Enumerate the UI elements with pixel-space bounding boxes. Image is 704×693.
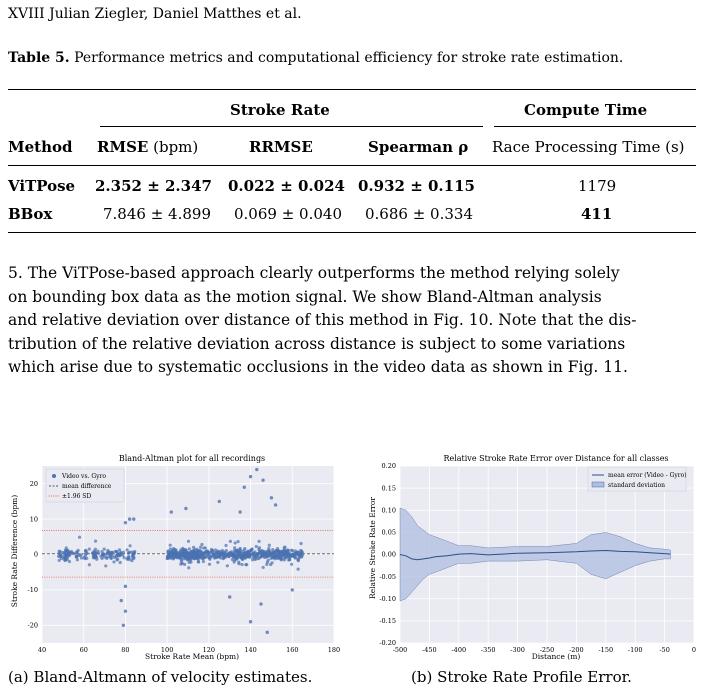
x-tick-label: 100 xyxy=(160,646,174,654)
data-point xyxy=(268,544,271,547)
data-point xyxy=(175,553,178,556)
data-point xyxy=(290,563,293,566)
data-point xyxy=(88,547,91,550)
table-caption-label: Table 5. xyxy=(8,50,70,66)
x-axis-label: Distance (m) xyxy=(531,652,581,661)
data-point xyxy=(67,550,70,553)
x-tick-label: -200 xyxy=(569,646,584,654)
data-point xyxy=(250,548,253,551)
data-point xyxy=(200,543,203,546)
data-point xyxy=(299,549,302,552)
figure-a-caption: (a) Bland-Altmann of velocity estimates. xyxy=(8,668,313,686)
data-point xyxy=(221,557,224,560)
row-rmse: 7.846 ± 4.899 xyxy=(103,205,211,223)
data-point xyxy=(192,546,195,549)
x-tick-label: -150 xyxy=(598,646,614,654)
data-point xyxy=(116,558,119,561)
data-point xyxy=(218,500,221,503)
data-point xyxy=(216,561,219,564)
data-point xyxy=(274,503,277,506)
data-point xyxy=(127,552,130,555)
data-point xyxy=(187,566,190,569)
data-point xyxy=(63,556,66,559)
x-tick-label: 80 xyxy=(121,646,130,654)
chart-title: Bland-Altman plot for all recordings xyxy=(118,454,266,463)
column-rrmse: RRMSE xyxy=(249,138,313,156)
y-tick-label: -10 xyxy=(27,586,38,595)
data-point xyxy=(237,561,240,564)
paragraph-line: and relative deviation over distance of this method in Fig. 10. Note that the dis- xyxy=(8,311,637,329)
row-spearman: 0.686 ± 0.334 xyxy=(365,205,473,223)
data-point xyxy=(207,551,210,554)
data-point xyxy=(278,556,281,559)
paragraph-line: 5. The ViTPose-based approach clearly outperforms the method relying solely xyxy=(8,264,620,282)
data-point xyxy=(256,553,259,556)
paragraph-line: which arise due to systematic occlusions in the video data as shown in Fig. 11. xyxy=(8,358,628,376)
row-time: 411 xyxy=(581,205,613,223)
data-point xyxy=(61,551,64,554)
data-point xyxy=(243,547,246,550)
data-point xyxy=(197,550,200,553)
data-point xyxy=(296,558,299,561)
data-point xyxy=(286,551,289,554)
y-tick-label: 10 xyxy=(29,515,38,524)
data-point xyxy=(261,550,264,553)
data-point xyxy=(244,557,247,560)
table-top-rule xyxy=(8,89,696,90)
data-point xyxy=(238,553,241,556)
data-point xyxy=(88,563,91,566)
x-tick-label: -50 xyxy=(659,646,670,654)
data-point xyxy=(71,552,74,555)
data-point xyxy=(297,567,300,570)
data-point xyxy=(124,585,127,588)
data-point xyxy=(199,546,202,549)
data-point xyxy=(269,557,272,560)
data-point xyxy=(197,560,200,563)
legend xyxy=(46,469,124,502)
group-rule-stroke-rate xyxy=(100,126,483,127)
data-point xyxy=(221,551,224,554)
y-tick-label: -0.20 xyxy=(379,639,396,648)
x-tick-label: -250 xyxy=(539,646,555,654)
y-tick-label: -0.05 xyxy=(379,572,396,581)
data-point xyxy=(274,553,277,556)
data-point xyxy=(103,548,106,551)
data-point xyxy=(217,550,220,553)
data-point xyxy=(298,556,301,559)
legend-label: mean difference xyxy=(62,483,112,490)
y-axis-label: Relative Stroke Rate Error xyxy=(368,497,377,599)
data-point xyxy=(94,540,97,543)
data-point xyxy=(177,551,180,554)
data-point xyxy=(235,550,238,553)
row-rrmse: 0.022 ± 0.024 xyxy=(228,177,345,195)
data-point xyxy=(127,555,130,558)
data-point xyxy=(103,556,106,559)
y-tick-label: 0.10 xyxy=(381,506,396,515)
data-point xyxy=(166,556,169,559)
row-time: 1179 xyxy=(578,177,617,195)
data-point xyxy=(203,556,206,559)
data-point xyxy=(171,552,174,555)
x-axis-label: Stroke Rate Mean (bpm) xyxy=(144,652,240,661)
chart-title: Relative Stroke Rate Error over Distance for all classes xyxy=(443,454,669,463)
y-tick-label: -0.10 xyxy=(379,594,396,603)
data-point xyxy=(288,558,291,561)
column-spearman: Spearman ρ xyxy=(368,138,469,156)
data-point xyxy=(229,540,232,543)
data-point xyxy=(124,609,127,612)
data-point xyxy=(253,557,256,560)
data-point xyxy=(238,510,241,513)
group-header-stroke-rate: Stroke Rate xyxy=(230,101,330,119)
paragraph-line: tribution of the relative deviation across distance is subject to some variations xyxy=(8,334,626,353)
data-point xyxy=(185,549,188,552)
data-point xyxy=(255,468,258,471)
data-point xyxy=(266,554,269,557)
data-point xyxy=(119,561,122,564)
data-point xyxy=(76,554,79,557)
x-tick-label: 180 xyxy=(327,646,340,654)
legend-label: ±1.96 SD xyxy=(62,493,92,500)
data-point xyxy=(85,557,88,560)
data-point xyxy=(133,550,136,553)
data-point xyxy=(124,521,127,524)
y-tick-label: -20 xyxy=(27,621,38,630)
table-caption xyxy=(8,50,698,66)
data-point xyxy=(255,545,258,548)
row-method: ViTPose xyxy=(8,177,76,195)
column-method: Method xyxy=(8,138,73,156)
data-point xyxy=(107,550,110,553)
data-point xyxy=(299,542,302,545)
data-point xyxy=(187,540,190,543)
row-rrmse: 0.069 ± 0.040 xyxy=(234,205,342,223)
data-point xyxy=(288,554,291,557)
data-point xyxy=(129,544,132,547)
x-tick-label: -450 xyxy=(422,646,437,654)
data-point xyxy=(112,560,115,563)
data-point xyxy=(252,551,255,554)
data-point xyxy=(276,550,279,553)
data-point xyxy=(265,563,268,566)
data-point xyxy=(245,563,248,566)
legend xyxy=(588,467,687,491)
column-rmse-unit: (bpm) xyxy=(153,138,199,156)
data-point xyxy=(200,557,203,560)
column-rmse xyxy=(97,138,198,156)
running-header: XVIII Julian Ziegler, Daniel Matthes et al. xyxy=(8,6,302,22)
data-point xyxy=(224,544,227,547)
x-tick-label: 40 xyxy=(37,646,47,654)
data-point xyxy=(223,554,226,557)
data-point xyxy=(179,548,182,551)
data-point xyxy=(192,554,195,557)
table-mid-rule xyxy=(8,165,696,166)
data-point xyxy=(236,540,239,543)
legend-label: standard deviation xyxy=(608,482,666,489)
data-point xyxy=(270,561,273,564)
group-rule-compute-time xyxy=(494,126,696,127)
data-point xyxy=(230,550,233,553)
data-point xyxy=(128,517,131,520)
data-point xyxy=(249,475,252,478)
data-point xyxy=(267,549,270,552)
data-point xyxy=(258,551,261,554)
data-point xyxy=(249,620,252,623)
data-point xyxy=(202,560,205,563)
data-point xyxy=(238,556,241,559)
y-tick-label: 0.05 xyxy=(381,528,396,537)
data-point xyxy=(94,548,97,551)
row-method: BBox xyxy=(8,205,53,223)
data-point xyxy=(208,563,211,566)
data-point xyxy=(184,507,187,510)
data-point xyxy=(104,564,107,567)
column-race-time: Race Processing Time (s) xyxy=(492,138,685,156)
y-axis-label: Stroke Rate Difference (bpm) xyxy=(10,494,19,608)
data-point xyxy=(226,564,229,567)
figure-b-caption: (b) Stroke Rate Profile Error. xyxy=(411,668,632,686)
data-point xyxy=(295,553,298,556)
data-point xyxy=(282,551,285,554)
data-point xyxy=(132,557,135,560)
data-point xyxy=(257,548,260,551)
data-point xyxy=(262,566,265,569)
data-point xyxy=(172,556,175,559)
stroke-rate-error-chart xyxy=(364,448,700,664)
data-point xyxy=(76,558,79,561)
data-point xyxy=(170,510,173,513)
data-point xyxy=(114,550,117,553)
paragraph-line: on bounding box data as the motion signal. We show Bland-Altman analysis xyxy=(8,287,602,306)
data-point xyxy=(128,558,131,561)
x-tick-label: -300 xyxy=(510,646,525,654)
data-point xyxy=(85,551,88,554)
data-point xyxy=(120,599,123,602)
data-point xyxy=(181,553,184,556)
data-point xyxy=(261,478,264,481)
data-point xyxy=(123,556,126,559)
data-point xyxy=(291,588,294,591)
data-point xyxy=(111,555,114,558)
x-tick-label: 60 xyxy=(79,646,88,654)
data-point xyxy=(179,563,182,566)
data-point xyxy=(77,549,80,552)
bland-altman-chart xyxy=(6,448,340,664)
data-point xyxy=(126,548,129,551)
x-tick-label: -100 xyxy=(627,646,643,654)
data-point xyxy=(268,552,271,555)
data-point xyxy=(132,517,135,520)
data-point xyxy=(174,549,177,552)
data-point xyxy=(111,551,114,554)
data-point xyxy=(270,496,273,499)
data-point xyxy=(94,555,97,558)
data-point xyxy=(234,541,237,544)
data-point xyxy=(266,631,269,634)
x-tick-label: -500 xyxy=(392,646,408,654)
x-tick-label: -400 xyxy=(451,646,467,654)
data-point xyxy=(189,560,192,563)
data-point xyxy=(188,547,191,550)
data-point xyxy=(59,553,62,556)
data-point xyxy=(79,553,82,556)
data-point xyxy=(231,558,234,561)
legend-marker-points xyxy=(52,474,56,478)
legend-label: mean error (Video - Gyro) xyxy=(608,472,687,479)
y-tick-label: 0.00 xyxy=(381,550,396,559)
data-point xyxy=(188,554,191,557)
data-point xyxy=(228,595,231,598)
data-point xyxy=(216,556,219,559)
body-paragraph xyxy=(8,262,696,380)
x-tick-label: 160 xyxy=(286,646,299,654)
y-tick-label: 20 xyxy=(29,479,38,488)
x-tick-label: -350 xyxy=(480,646,496,654)
group-header-compute-time: Compute Time xyxy=(524,101,648,119)
data-point xyxy=(267,559,270,562)
x-tick-label: 120 xyxy=(202,646,216,654)
data-point xyxy=(299,552,302,555)
data-point xyxy=(261,553,264,556)
data-point xyxy=(122,624,125,627)
data-point xyxy=(202,546,205,549)
data-point xyxy=(94,552,97,555)
data-point xyxy=(197,554,200,557)
data-point xyxy=(240,563,243,566)
y-tick-label: 0.20 xyxy=(381,462,396,471)
data-point xyxy=(202,552,205,555)
data-point xyxy=(101,553,104,556)
data-point xyxy=(183,563,186,566)
data-point xyxy=(227,555,230,558)
table-bottom-rule xyxy=(8,232,696,233)
data-point xyxy=(248,553,251,556)
y-tick-label: 0.15 xyxy=(381,484,396,493)
data-point xyxy=(239,547,242,550)
data-point xyxy=(78,536,81,539)
data-point xyxy=(115,554,118,557)
data-point xyxy=(243,486,246,489)
row-rmse: 2.352 ± 2.347 xyxy=(95,177,212,195)
legend-marker-band xyxy=(592,482,604,487)
data-point xyxy=(292,554,295,557)
y-tick-label: 0 xyxy=(33,550,38,559)
data-point xyxy=(60,557,63,560)
x-tick-label: 140 xyxy=(244,646,257,654)
table-caption-text: Performance metrics and computational efficiency for stroke rate estimation. xyxy=(74,50,624,66)
legend-label: Video vs. Gyro xyxy=(62,473,107,480)
column-rmse-label: RMSE xyxy=(97,138,149,156)
y-tick-label: -0.15 xyxy=(379,617,396,626)
row-spearman: 0.932 ± 0.115 xyxy=(358,177,475,195)
data-point xyxy=(290,549,293,552)
x-tick-label: 0 xyxy=(691,646,697,654)
data-point xyxy=(259,602,262,605)
data-point xyxy=(169,544,172,547)
data-point xyxy=(232,553,235,556)
data-point xyxy=(257,540,260,543)
data-point xyxy=(80,556,83,559)
data-point xyxy=(235,555,238,558)
data-point xyxy=(233,546,236,549)
